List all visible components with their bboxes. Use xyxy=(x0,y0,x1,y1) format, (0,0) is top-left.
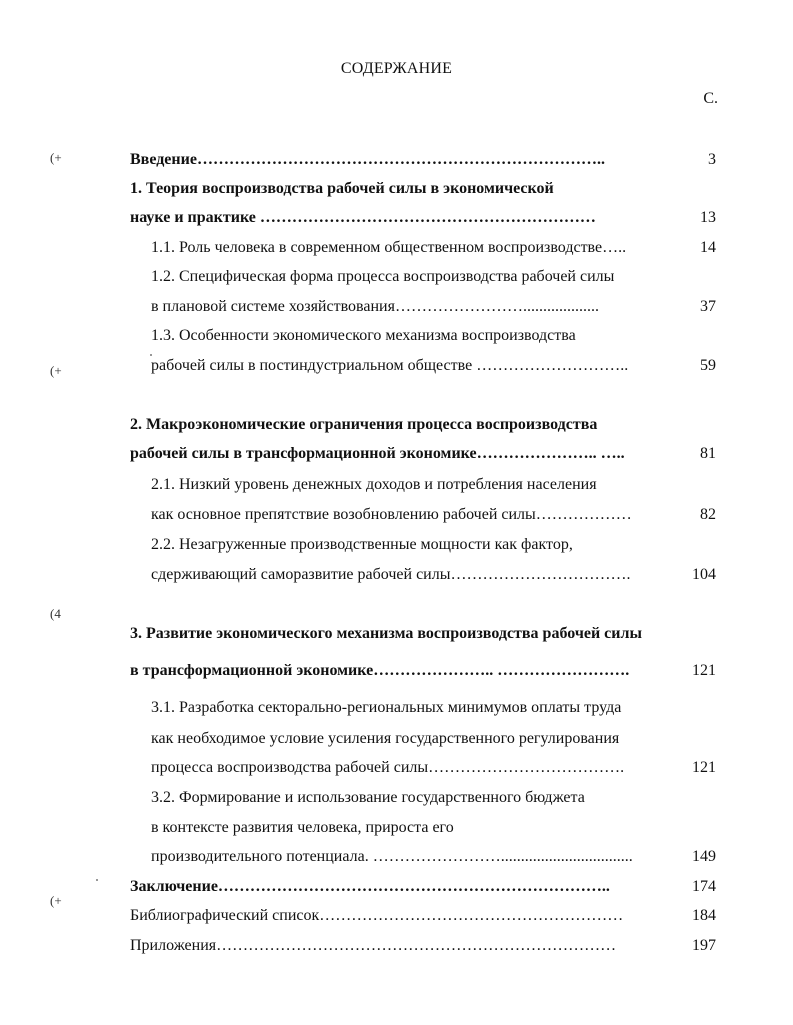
margin-mark: (4 xyxy=(50,606,61,621)
toc-section-3-1-cont: как необходимое условие усиления государственного регулирования xyxy=(151,730,620,747)
scan-speck xyxy=(96,879,98,881)
toc-section-3-2-cont: в контексте развития человека, прироста его xyxy=(151,819,454,836)
margin-mark: (+ xyxy=(50,150,62,165)
toc-chapter-1-title: 1. Теория воспроизводства рабочей силы в экономической xyxy=(130,180,554,197)
toc-chapter-1-title-cont: науке и практике ……………………………………………………… xyxy=(130,209,596,226)
toc-page-number: 13 xyxy=(700,209,716,226)
page-title: СОДЕРЖАНИЕ xyxy=(340,60,453,77)
toc-section-3-2-cont: производительного потенциала. ……………………................................. xyxy=(151,848,633,865)
toc-section-3-1: 3.1. Разработка секторально-региональных минимумов оплаты труда xyxy=(151,699,622,716)
toc-section-3-2: 3.2. Формирование и использование государственного бюджета xyxy=(151,789,585,806)
toc-page-number: 149 xyxy=(692,848,716,865)
toc-section-2-2-cont: сдерживающий саморазвитие рабочей силы……………………………. xyxy=(151,566,631,583)
toc-chapter-2-title: 2. Макроэкономические ограничения процесса воспроизводства xyxy=(130,416,598,433)
toc-page-number: 59 xyxy=(700,357,716,374)
toc-entry-introduction: Введение………………………………………………………………….. xyxy=(130,151,605,168)
toc-entry-bibliography: Библиографический список………………………………………………… xyxy=(130,907,624,924)
toc-section-2-1-cont: как основное препятствие возобновлению рабочей силы……………… xyxy=(151,506,632,523)
toc-entry-appendices: Приложения………………………………………………………………… xyxy=(130,937,617,954)
toc-page-number: 104 xyxy=(692,566,716,583)
page-column-label: С. xyxy=(703,90,718,107)
toc-page-number: 174 xyxy=(692,878,716,895)
toc-page-number: 81 xyxy=(700,445,716,462)
toc-section-1-3: 1.3. Особенности экономического механизма воспроизводства xyxy=(151,327,576,344)
margin-mark: (+ xyxy=(50,363,62,378)
toc-page-number: 14 xyxy=(700,239,716,256)
toc-section-2-2: 2.2. Незагруженные производственные мощности как фактор, xyxy=(151,536,573,553)
toc-page-number: 121 xyxy=(692,759,716,776)
toc-page-number: 37 xyxy=(700,298,716,315)
toc-section-1-2: 1.2. Специфическая форма процесса воспроизводства рабочей силы xyxy=(151,268,615,285)
toc-section-2-1: 2.1. Низкий уровень денежных доходов и потребления населения xyxy=(151,476,597,493)
toc-section-1-2-cont: в плановой системе хозяйствования……………………................... xyxy=(151,298,599,315)
toc-section-1-1: 1.1. Роль человека в современном общественном воспроизводстве….. xyxy=(151,239,627,256)
toc-page-number: 184 xyxy=(692,907,716,924)
toc-section-1-3-cont: рабочей силы в постиндустриальном обществе ……………………….. xyxy=(151,357,629,374)
toc-section-3-1-cont: процесса воспроизводства рабочей силы………………………………. xyxy=(151,759,625,776)
toc-chapter-2-title-cont: рабочей силы в трансформационной экономике………………….. ….. xyxy=(130,445,625,462)
toc-entry-conclusion: Заключение……………………………………………………………….. xyxy=(130,878,610,895)
toc-page-number: 197 xyxy=(692,937,716,954)
toc-chapter-3-title-cont: в трансформационной экономике………………….. ……………………. xyxy=(130,662,630,679)
margin-mark: (+ xyxy=(50,893,62,908)
toc-page-number: 121 xyxy=(692,662,716,679)
toc-page-number: 82 xyxy=(700,506,716,523)
toc-chapter-3-title: 3. Развитие экономического механизма воспроизводства рабочей силы xyxy=(130,625,642,642)
toc-page-number: 3 xyxy=(708,151,716,168)
